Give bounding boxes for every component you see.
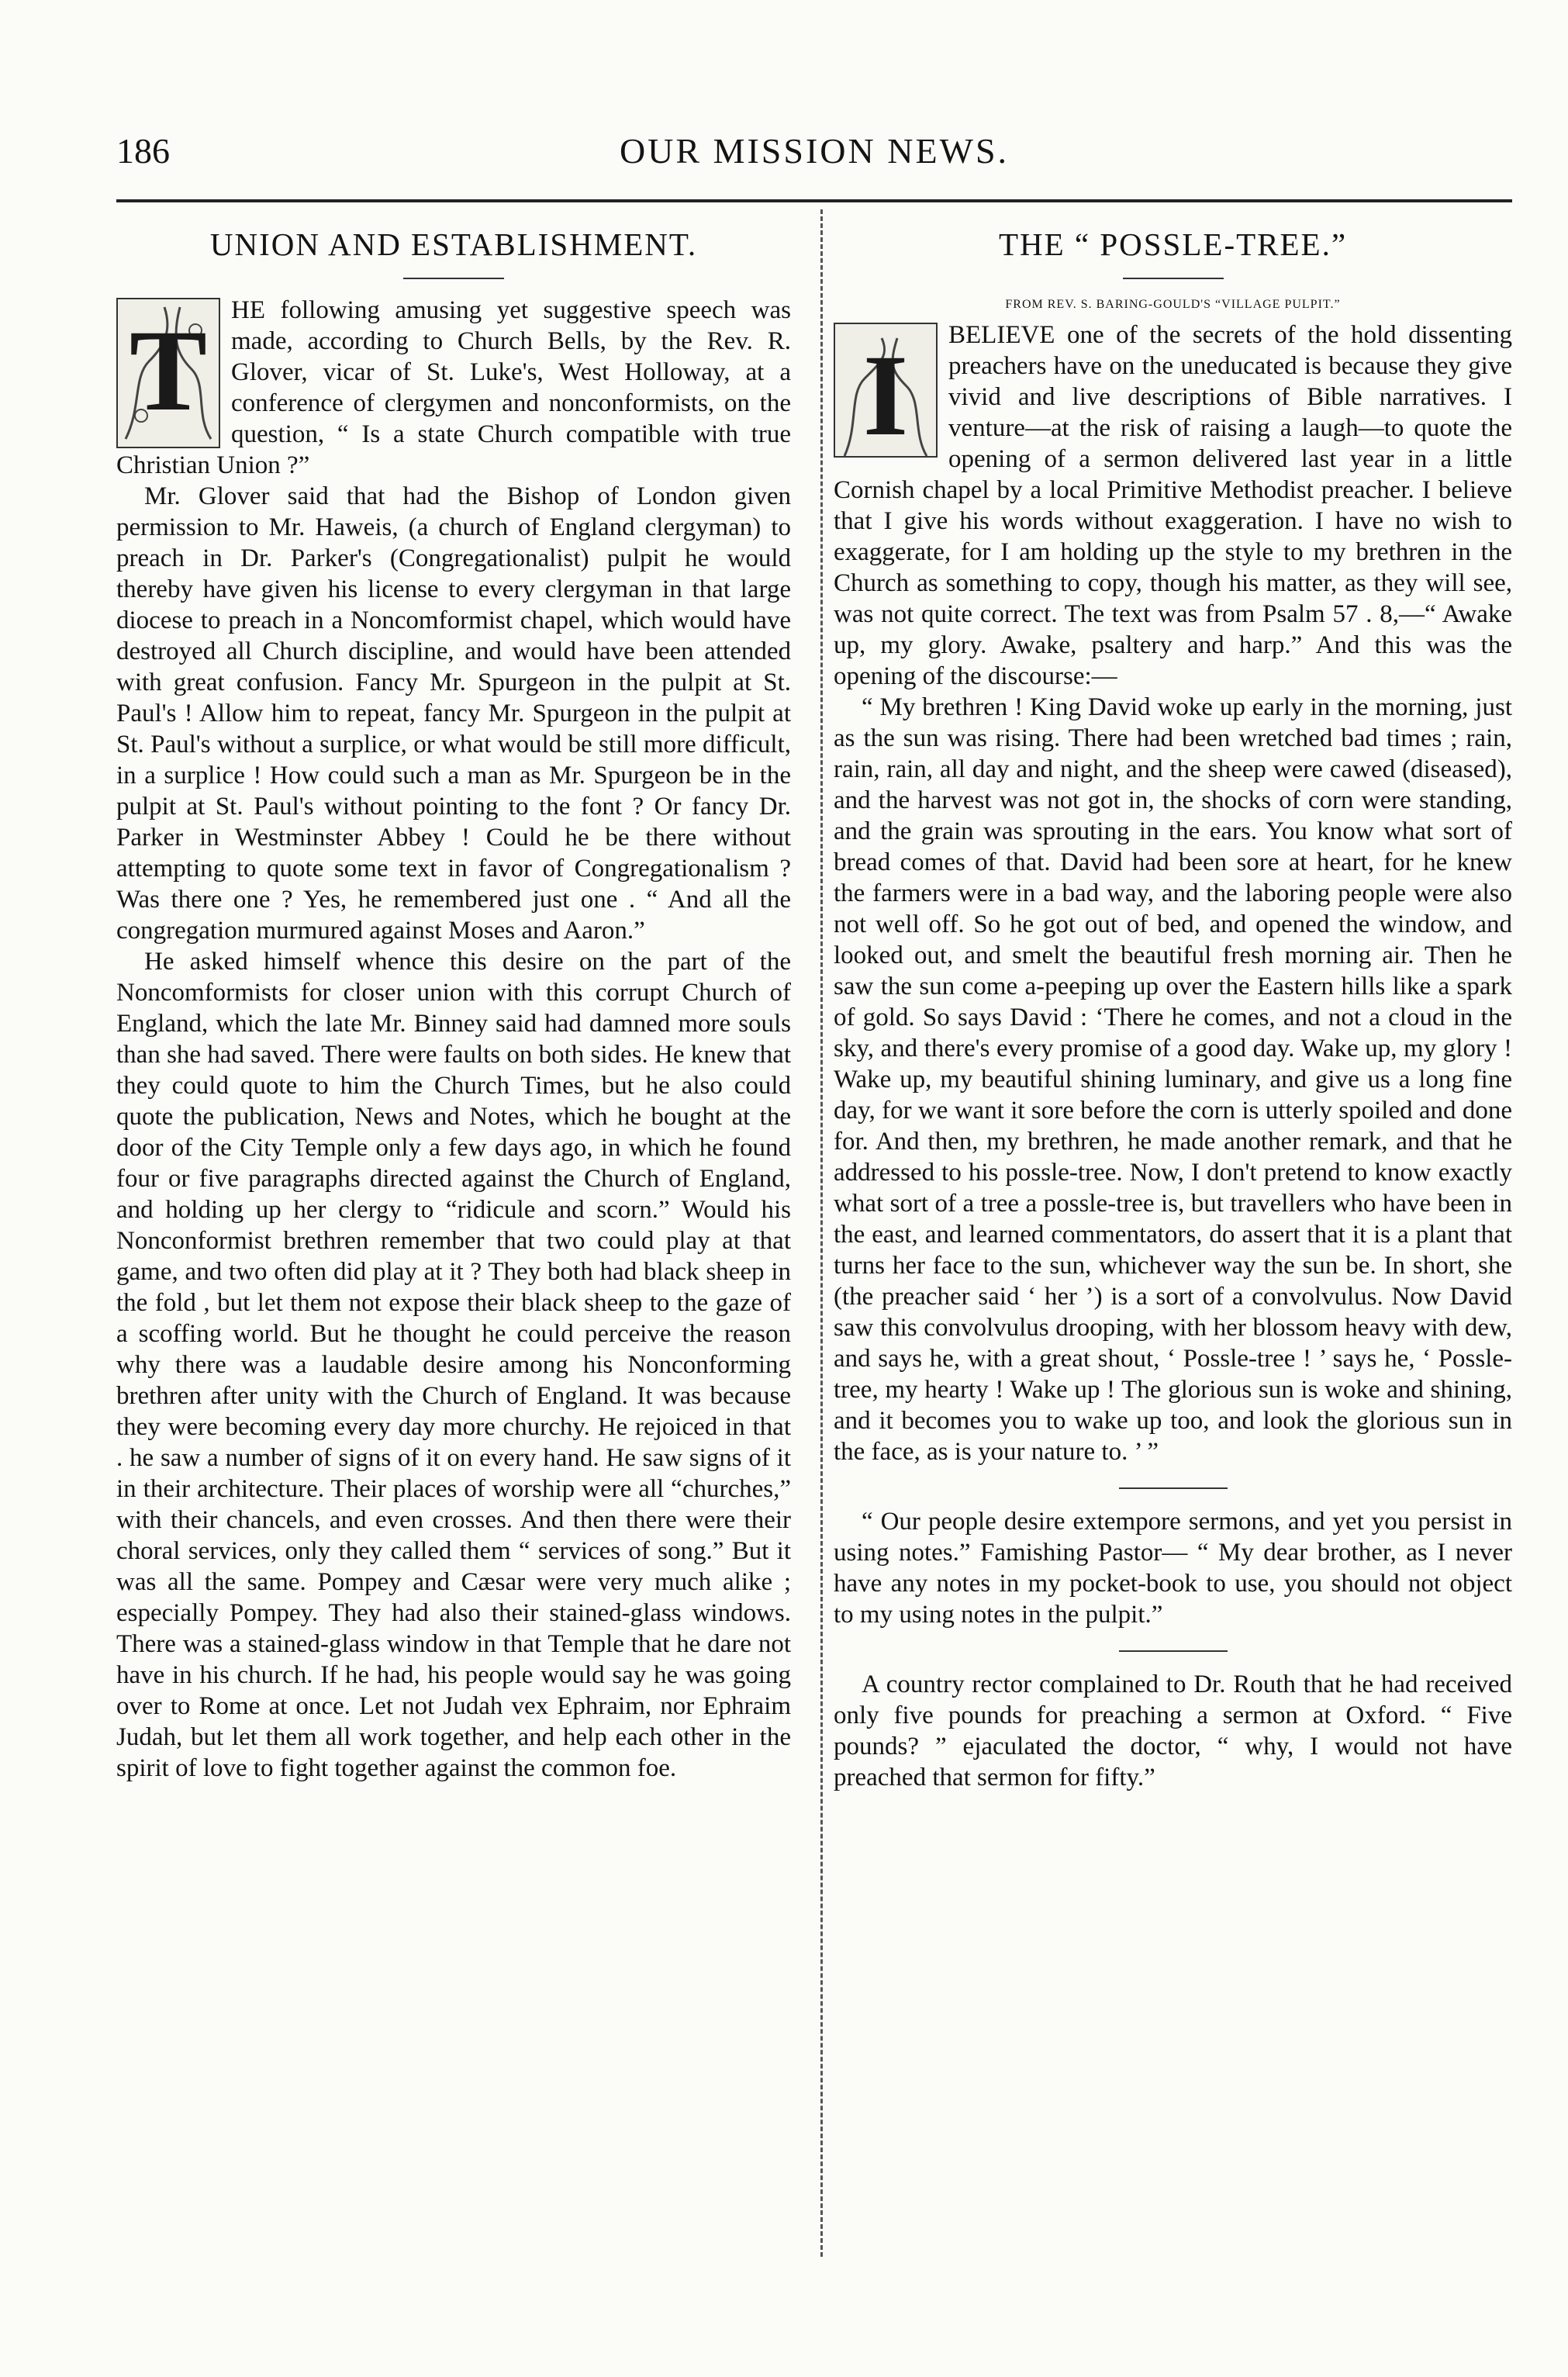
- anecdote: “ Our people desire extempore sermons, and yet you persist in using notes.” Famishing Pastor— “ My dear brother, as I never have any notes in my pocket-book to use, you should not object to my using notes in the pulpit.”: [834, 1508, 1512, 1629]
- article-title-union: UNION AND ESTABLISHMENT.: [209, 226, 698, 262]
- left-column: [116, 217, 791, 1784]
- paragraph: He asked himself whence this desire on the part of the Noncomformists for closer union with this corrupt Church of England, which the late Mr. Binney said had damned more souls than she had saved. There were faults on both sides. He knew that they could quote to him the Church Times, but he also could quote the publication, News and Notes, which he bought at the door of the City Temple only a few days ago, in which he found four or five paragraphs directed against the Church of England, and holding up her clergy to “ridicule and scorn.” Would his Nonconformist brethren remember that two could play at that game, and two often did play at it ? They both had black sheep in the fold , but let them not expose their black sheep to the gaze of a scoffing world. But he thought he could perceive the reason why there was a laudable desire among his Nonconforming brethren after unity with the Church of England. It was because they were becoming every day more churchy. He rejoiced in that . he saw a number of signs of it on every hand. He saw signs of it in their architecture. Their places of worship were all “churches,” with their chancels, and even crosses. And then there were their choral services, only they called them “ services of song.” But it was all the same. Pompey and Cæsar were very much alike ; especially Pompey. They had also their stained-glass windows. There was a stained-glass window in that Temple that he dare not have in his church. If he had, his people would say he was going over to Rome at once. Let not Judah vex Ephraim, nor Ephraim Judah, but let them all work together, and help each other in the spirit of love to fight together against the common foe.: [116, 948, 791, 1782]
- paragraph: Mr. Glover said that had the Bishop of London given permission to Mr. Haweis, (a church of England clergyman) to preach in Dr. Parker's (Congregationalist) pulpit he would thereby have given his license to every clergyman in that large diocese to preach in a Noncomformist chapel, which would have destroyed all Church discipline, and would have been attended with great confusion. Fancy Mr. Spurgeon in the pulpit at St. Paul's ! Allow him to repeat, fancy Mr. Spurgeon in the pulpit at St. Paul's without a surplice, or what would be still more difficult, in a surplice ! How could such a man as Mr. Spurgeon be in the pulpit at St. Paul's without pointing to the font ? Or fancy Dr. Parker in Westminster Abbey ! Could he be there without attempting to quote some text in favor of Congregationalism ? Was there one ? Yes, he remembered just one . “ And all the congregation murmured against Moses and Aaron.”: [116, 482, 791, 945]
- paragraph: “ My brethren ! King David woke up early in the morning, just as the sun was rising. There had been wretched bad times ; rain, rain, rain, all day and night, and the sheep were cawed (diseased), and the harvest was not got in, the shocks of corn were standing, and the grain was sprouting in the ears. You know what sort of bread comes of that. David had been sore at heart, for he knew the farmers were in a bad way, and the laboring people were also not well off. So he got out of bed, and opened the window, and looked out, and smelt the beautiful fresh morning air. Then he saw the sun come a-peeping up over the Eastern hills like a spark of gold. So says David : ‘There he comes, and not a cloud in the sky, and there's every promise of a good day. Wake up, my glory ! Wake up, my beautiful shining luminary, and give us a long fine day, for we want it sore before the corn is utterly spoiled and done for. And then, my brethren, he made another remark, and that he addressed to his possle-tree. Now, I don't pretend to know exactly what sort of a tree a possle-tree is, but travellers who have been in the east, and learned commentators, do assert that it is a plant that turns her face to the sun, whichever way the sun be. In short, she (the preacher said ‘ her ’) is a sort of a convolvulus. Now David saw this convolvulus drooping, with her blossom heavy with dew, and says he, with a great shout, ‘ Possle-tree ! ’ says he, ‘ Possle-tree, my hearty ! Wake up ! The glorious sun is woke and shining, and it becomes you to wake up too, and look the glorious sun in the face, as is your nature to. ’ ”: [834, 693, 1512, 1466]
- paragraph: BELIEVE one of the secrets of the hold dissenting preachers have on the uneducated is because they give vivid and live descriptions of Bible narratives. I venture—at the risk of raising a laugh—to quote the opening of a sermon delivered last year in a little Cornish chapel by a local Primitive Methodist preacher. I believe that I give his words without exaggeration. I have no wish to exaggerate, for I am holding up the style to my brethren in the Church as something to copy, though his matter, as they will see, was not quite correct. The text was from Psalm 57 . 8,—“ Awake up, my glory. Awake, psaltery and harp.” And this was the opening of the discourse:—: [834, 321, 1512, 690]
- anecdote: A country rector complained to Dr. Routh that he had received only five pounds for preaching a sermon at Oxford. “ Five pounds? ” ejaculated the doctor, “ why, I would not have preached that sermon for fifty.”: [834, 1670, 1512, 1791]
- ornamental-dropcap-t: [116, 298, 220, 448]
- dropcap-letter: I: [862, 331, 909, 458]
- right-column: [834, 217, 1512, 1793]
- source-credit: FROM REV. S. BARING-GOULD'S “VILLAGE PULPIT.”: [1005, 298, 1341, 311]
- section-separator: [1119, 1487, 1228, 1489]
- ornamental-dropcap-i: [834, 323, 938, 458]
- title-rule: [1123, 278, 1224, 279]
- paragraph: HE following amusing yet suggestive speech was made, according to Church Bells, by the Rev. R. Glover, vicar of St. Luke's, West Holloway, at a conference of clergymen and nonconformists, on the question, “ Is a state Church compatible with true Christian Union ?”: [116, 296, 791, 479]
- dropcap-letter: T: [129, 306, 208, 435]
- header-rule: [116, 199, 1512, 202]
- article-title-possle-tree: THE “ POSSLE-TREE.”: [998, 226, 1348, 262]
- section-separator: [1119, 1650, 1228, 1652]
- column-divider: [820, 209, 823, 2257]
- page-number: 186: [116, 131, 170, 171]
- running-title: OUR MISSION NEWS.: [619, 131, 1010, 171]
- page-header: [116, 130, 1512, 192]
- title-rule: [403, 278, 504, 279]
